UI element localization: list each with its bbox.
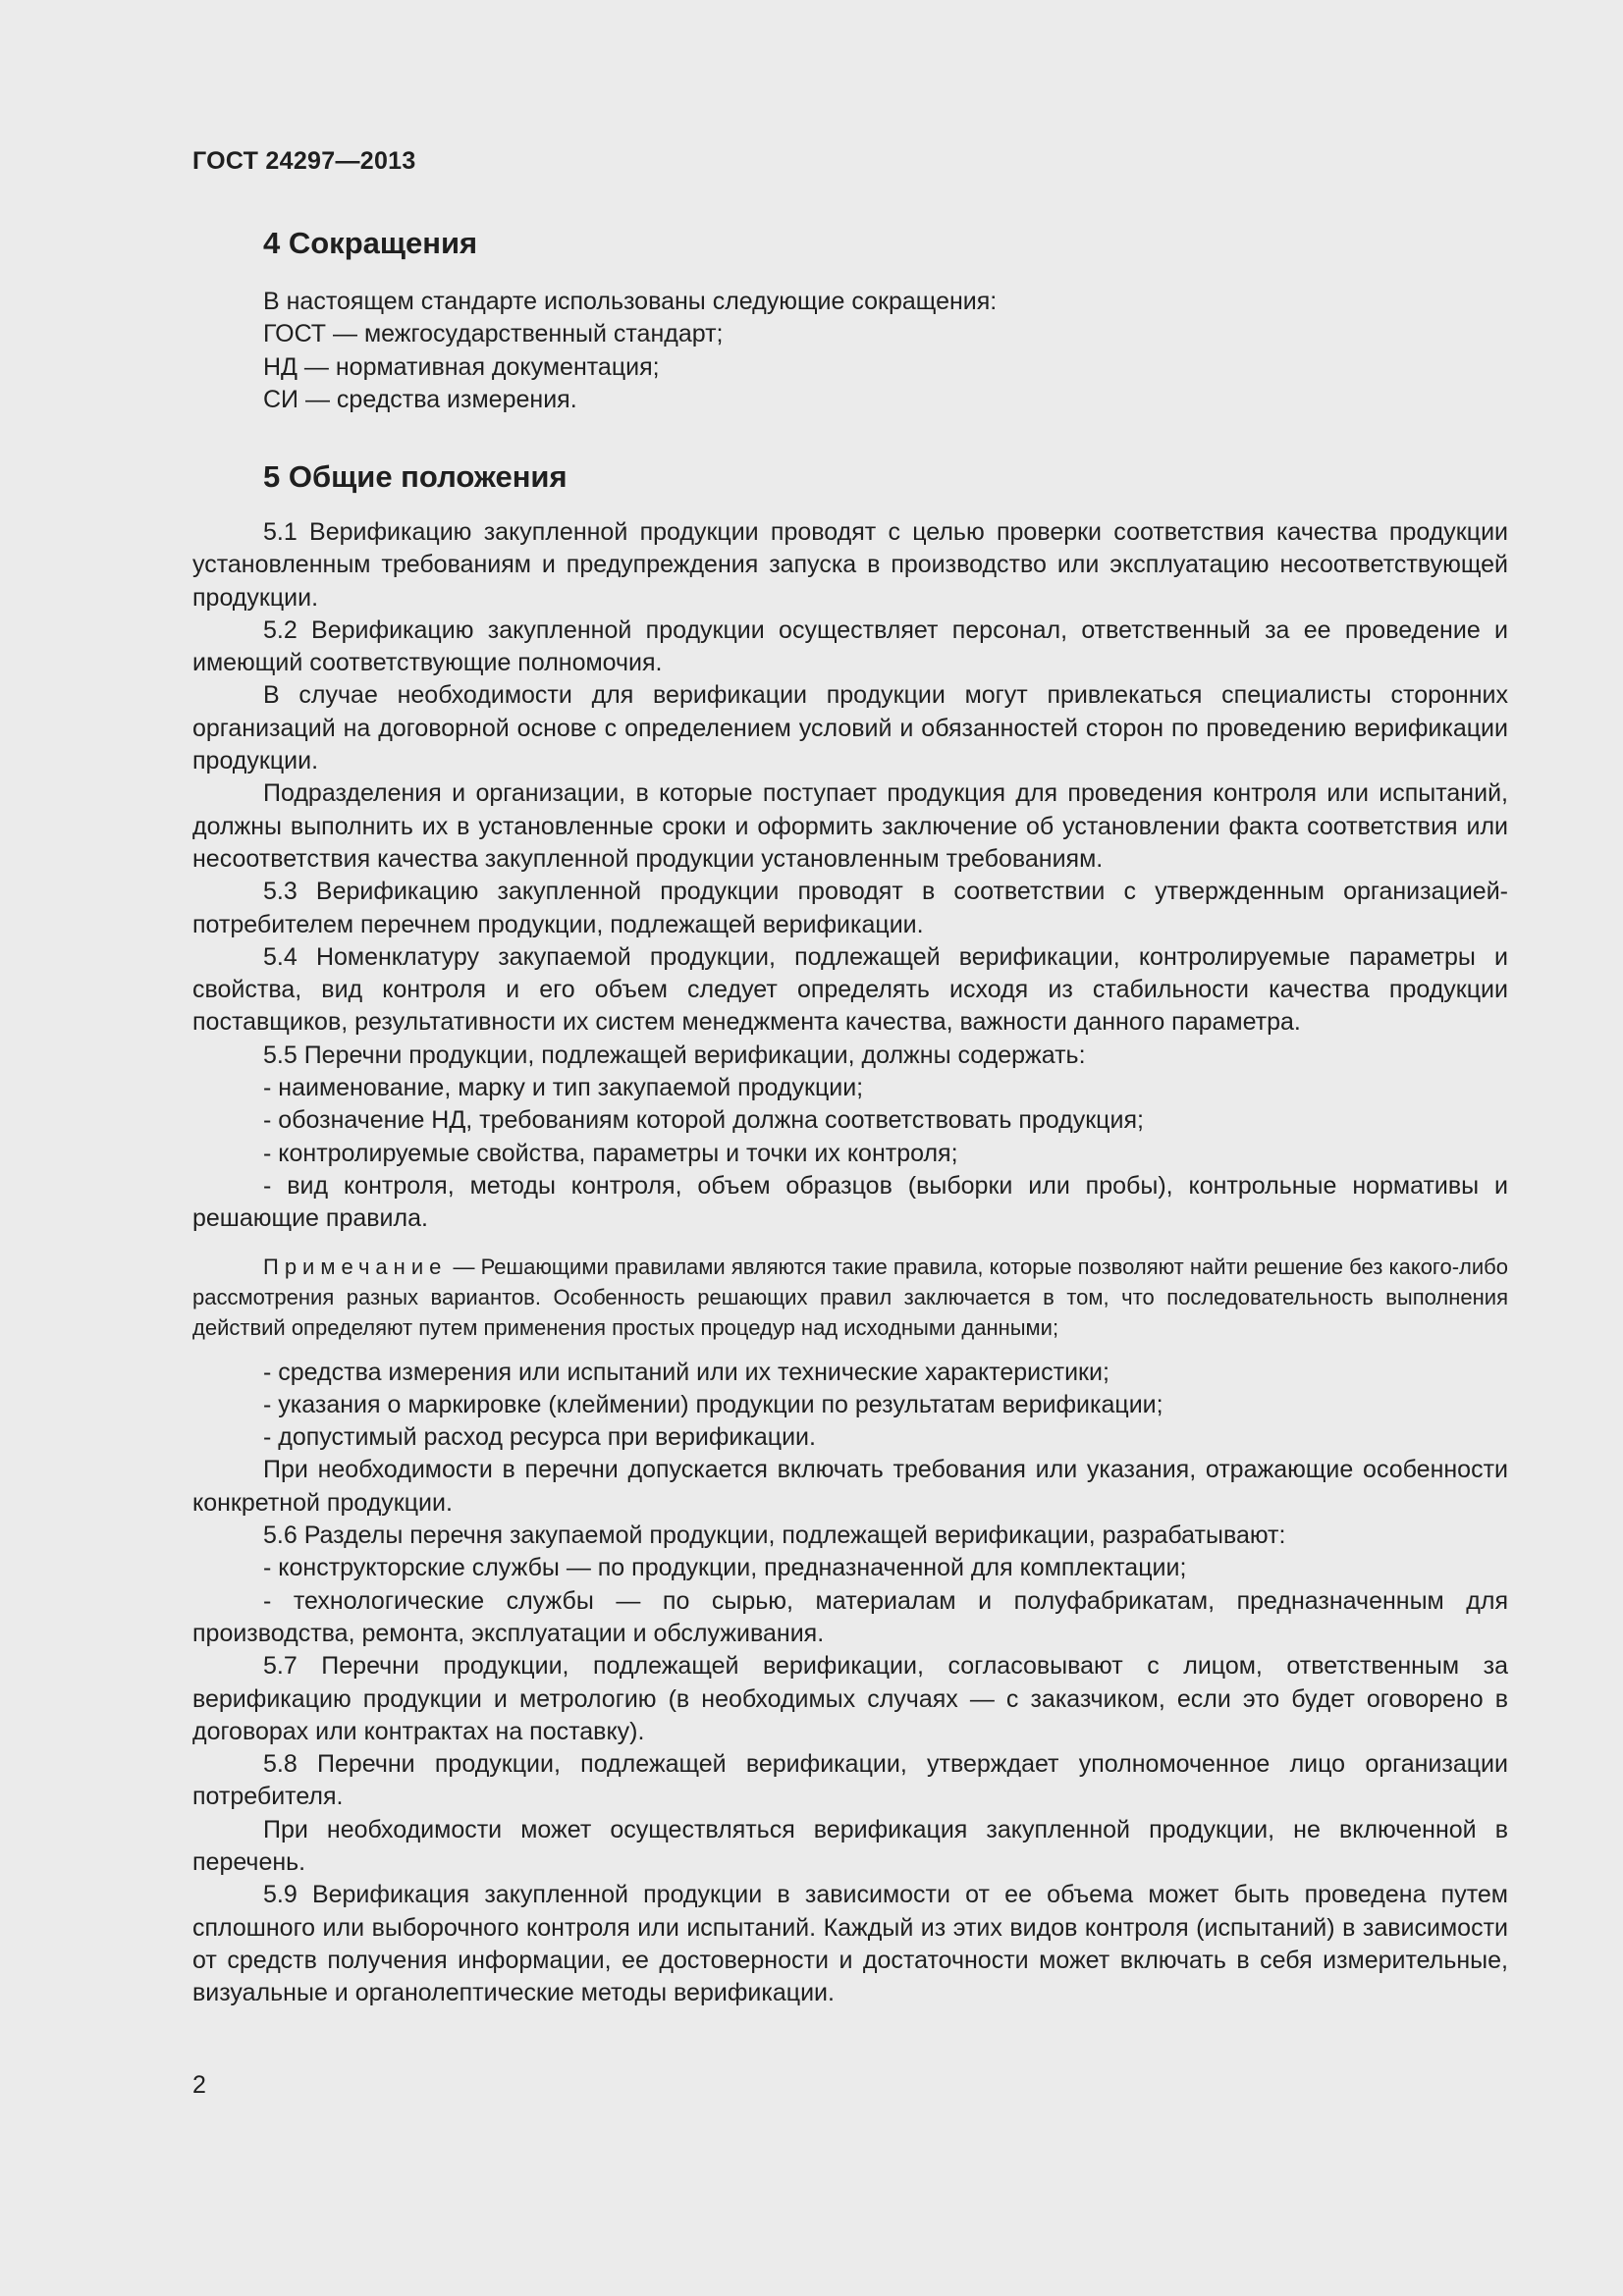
paragraph-5-1: 5.1 Верификацию закупленной продукции проводят с целью проверки соответствия качества продукции установленным требованиям и предупреждения запуска в производство или эксплуатацию несоответствующей продукции. <box>192 518 1508 612</box>
list-item: - наименование, марку и тип закупаемой продукции; <box>263 1074 864 1102</box>
document-header: ГОСТ 24297—2013 <box>192 147 416 175</box>
paragraph-5-8: 5.8 Перечни продукции, подлежащей верификации, утверждает уполномоченное лицо организации потребителя. <box>192 1750 1508 1811</box>
list-item: - указания о маркировке (клеймении) продукции по результатам верификации; <box>263 1390 1163 1418</box>
paragraph-5-4: 5.4 Номенклатуру закупаемой продукции, подлежащей верификации, контролируемые параметры и свойства, вид контроля и его объем следует определять исходя из стабильности качества продукции поставщиков, результативности их систем менеджмента качества, важности данного параметра. <box>192 942 1508 1037</box>
paragraph-5-3: 5.3 Верификацию закупленной продукции проводят в соответствии с утвержденным организацией-потребителем перечнем продукции, подлежащей верификации. <box>192 878 1508 938</box>
list-item: - вид контроля, методы контроля, объем образцов (выборки или пробы), контрольные нормативы и решающие правила. <box>192 1171 1508 1233</box>
abbreviations-intro: В настоящем стандарте использованы следующие сокращения: <box>263 288 998 315</box>
note <box>192 1252 1508 1343</box>
list-item: - контролируемые свойства, параметры и точки их контроля; <box>263 1139 958 1167</box>
page-number: 2 <box>192 2071 206 2099</box>
note-label: Примечание <box>263 1254 448 1279</box>
paragraph-5-6: 5.6 Разделы перечня закупаемой продукции, подлежащей верификации, разрабатывают: <box>263 1522 1286 1550</box>
note-text: — Решающими правилами являются такие правила, которые позволяют найти решение без какого-либо рассмотрения разных вариантов. Особенность решающих правил заключается в том, что последовательность выполнения действий определяют путем применения простых процедур над исходными данными; <box>192 1254 1508 1340</box>
list-item: - конструкторские службы — по продукции, предназначенной для комплектации; <box>263 1554 1187 1582</box>
list-item: - технологические службы — по сырью, материалам и полуфабрикатам, предназначенным для производства, ремонта, эксплуатации и обслуживания. <box>192 1586 1508 1647</box>
list-item: - средства измерения или испытаний или их технические характеристики; <box>263 1358 1109 1386</box>
abbreviation-item: СИ — средства измерения. <box>263 385 577 413</box>
paragraph-5-7: 5.7 Перечни продукции, подлежащей верификации, согласовывают с лицом, ответственным за верификацию продукции и метрологию (в необходимых случаях — с заказчиком, если это будет оговорено в договорах или контрактах на поставку). <box>192 1652 1508 1745</box>
list-item: - допустимый расход ресурса при верификации. <box>263 1423 816 1452</box>
section-5-body <box>192 516 1508 2009</box>
abbreviations-list <box>263 286 997 416</box>
paragraph-5-2-c: Подразделения и организации, в которые поступает продукция для проведения контроля или испытаний, должны выполнить их в установленные сроки и оформить заключение об установлении факта соответствия или несоответствия качества закупленной продукции установленным требованиям. <box>192 779 1508 873</box>
list-item: - обозначение НД, требованиям которой должна соответствовать продукция; <box>263 1106 1144 1135</box>
abbreviation-item: НД — нормативная документация; <box>263 352 660 381</box>
abbreviation-item: ГОСТ — межгосударственный стандарт; <box>263 320 724 348</box>
paragraph-5-2: 5.2 Верификацию закупленной продукции осуществляет персонал, ответственный за ее проведение и имеющий соответствующие полномочия. <box>192 615 1508 677</box>
paragraph-5-5-c: При необходимости в перечни допускается включать требования или указания, отражающие особенности конкретной продукции. <box>192 1456 1508 1517</box>
paragraph-5-5: 5.5 Перечни продукции, подлежащей верификации, должны содержать: <box>263 1041 1086 1069</box>
paragraph-5-2-b: В случае необходимости для верификации продукции могут привлекаться специалисты сторонних организаций на договорной основе с определением условий и обязанностей сторон по проведению верификации продукции. <box>192 681 1508 775</box>
section-4-title: 4 Сокращения <box>263 226 478 260</box>
section-5-title: 5 Общие положения <box>263 459 568 494</box>
paragraph-5-9: 5.9 Верификация закупленной продукции в зависимости от ее объема может быть проведена путем сплошного или выборочного контроля или испытаний. Каждый из этих видов контроля (испытаний) в зависимости от средств получения информации, ее достоверности и достаточности может включать в себя измерительные, визуальные и органолептические методы верификации. <box>192 1881 1508 2007</box>
paragraph-5-8-b: При необходимости может осуществляться верификация закупленной продукции, не включенной в перечень. <box>192 1815 1508 1876</box>
